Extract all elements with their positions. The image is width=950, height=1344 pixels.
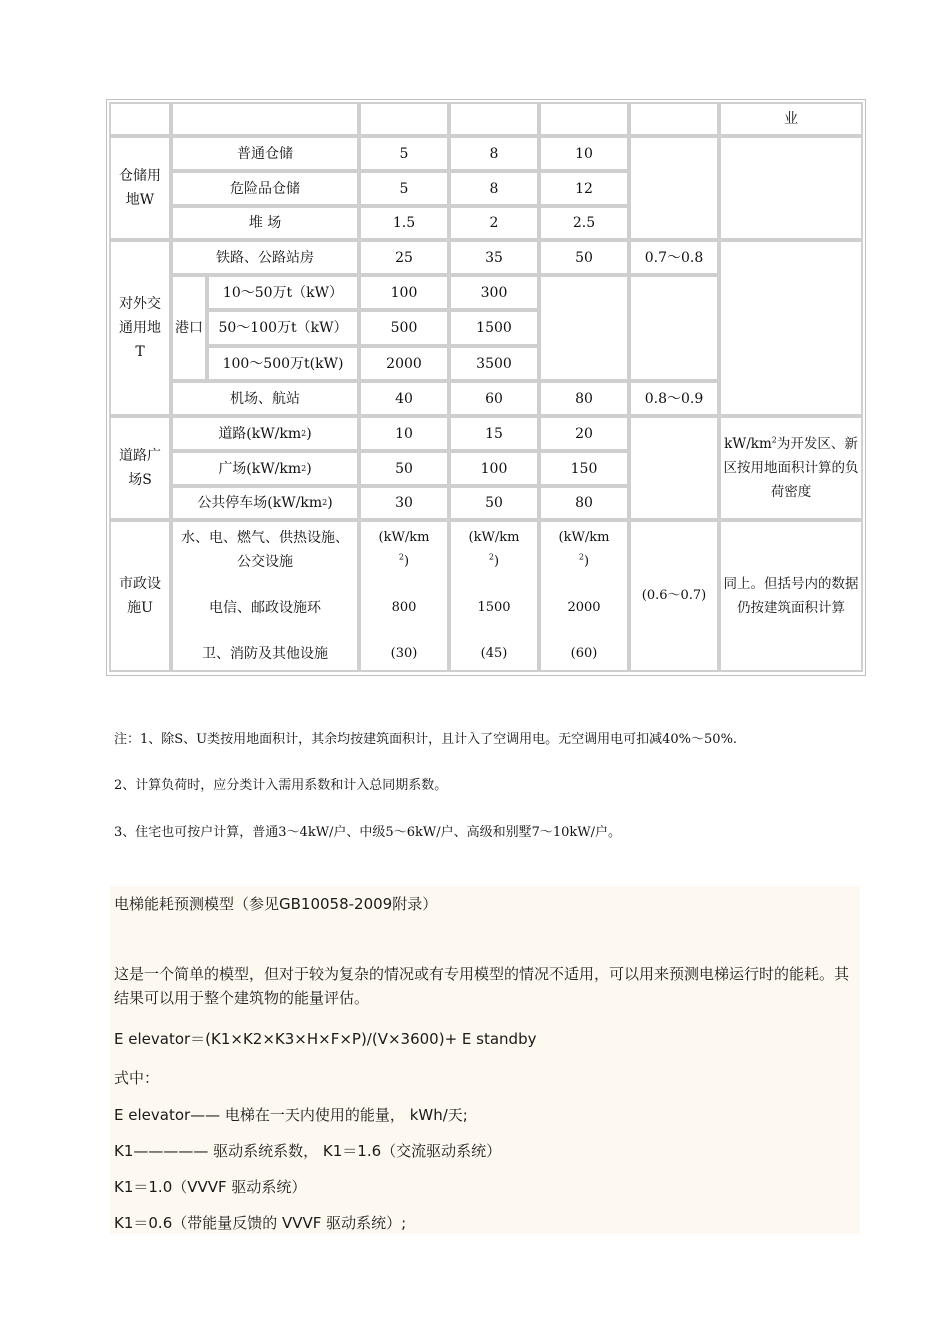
value-mid: 50 <box>449 486 539 520</box>
section-title: 电梯能耗预测模型（参见GB10058-2009附录） <box>114 895 438 913</box>
value-low: 500 <box>359 310 449 346</box>
value-mid: 100 <box>449 451 539 486</box>
row-name: 堆 场 <box>171 206 359 240</box>
group-w: 仓储用地W <box>109 136 171 240</box>
load-density-table <box>106 99 866 676</box>
value-low: 50 <box>359 451 449 486</box>
value-high: 10 <box>539 136 629 171</box>
value-high: 20 <box>539 416 629 451</box>
definition: K1＝1.0（VVVF 驱动系统） <box>114 1178 307 1196</box>
value-mid: 8 <box>449 171 539 206</box>
value-low: 5 <box>359 136 449 171</box>
row-name: 普通仓储 <box>171 136 359 171</box>
value-mid: 60 <box>449 381 539 416</box>
value-mid: 1500 <box>449 310 539 346</box>
value-low: 5 <box>359 171 449 206</box>
u-item: 卫、消防及其他设施 <box>202 646 328 662</box>
u-mid: (kW/km $^2$) 1500 (45) <box>449 520 539 672</box>
value-mid: 3500 <box>449 346 539 381</box>
group-u: 市政设施U <box>109 520 171 672</box>
note-line: 注：1、除S、U类按用地面积计，其余均按建筑面积计，且计入了空调用电。无空调用电可扣减40%～50%. <box>114 732 738 747</box>
header-cell-note: 业 <box>719 102 863 136</box>
port-coef-empty <box>629 275 719 381</box>
row-name: 公共停车场(kW/km 2 ) <box>171 486 359 520</box>
note-line: 3、住宅也可按户计算，普通3～4kW/户、中级5～6kW/户、高级和别墅7～10kW/户。 <box>114 825 622 840</box>
formula: E elevator＝(K1×K2×K3×H×F×P)/(V×3600)+ E standby <box>114 1030 537 1048</box>
coef: 0.8～0.9 <box>629 381 719 416</box>
header-cell <box>449 102 539 136</box>
row-name: 10～50万t（kW） <box>207 275 359 310</box>
row-name: 100～500万t(kW) <box>207 346 359 381</box>
value-mid: 15 <box>449 416 539 451</box>
coef: 0.7～0.8 <box>629 240 719 275</box>
note-line: 2、计算负荷时，应分类计入需用系数和计入总同期系数。 <box>114 778 448 793</box>
value-low: 100 <box>359 275 449 310</box>
elevator-section <box>110 886 860 1234</box>
group-t: 对外交通用地T <box>109 240 171 416</box>
value-mid: 300 <box>449 275 539 310</box>
definition: K1＝0.6（带能量反馈的 VVVF 驱动系统）; <box>114 1214 407 1232</box>
definition: K1————— 驱动系统系数， K1＝1.6（交流驱动系统） <box>114 1142 502 1160</box>
value-low: 2000 <box>359 346 449 381</box>
definition: E elevator—— 电梯在一天内使用的能量， kWh/天; <box>114 1106 468 1124</box>
where-label: 式中： <box>114 1069 160 1087</box>
intro-paragraph: 这是一个简单的模型，但对于较为复杂的情况或有专用模型的情况不适用，可以用来预测电梯运行时的能耗。其结果可以用于整个建筑物的能量评估。 <box>114 965 850 1007</box>
value-high: 50 <box>539 240 629 275</box>
row-name: 50～100万t（kW） <box>207 310 359 346</box>
value-mid: 8 <box>449 136 539 171</box>
coef-empty <box>629 136 719 240</box>
header-cell <box>109 102 171 136</box>
value-high: 80 <box>539 381 629 416</box>
u-items <box>171 520 359 672</box>
u-item: 电信、邮政设施环 <box>209 600 321 616</box>
s-note: $kW/km^2$为开发区、新区按用地面积计算的负荷密度 <box>719 416 863 520</box>
value-high: 12 <box>539 171 629 206</box>
header-cell <box>539 102 629 136</box>
header-cell <box>359 102 449 136</box>
u-item: 水、电、燃气、供热设施、公交设施 <box>181 530 349 570</box>
value-high: 150 <box>539 451 629 486</box>
u-low: (kW/km $^2$) 800 (30) <box>359 520 449 672</box>
value-mid: 35 <box>449 240 539 275</box>
row-name: 道路(kW/km 2 ) <box>171 416 359 451</box>
value-low: 30 <box>359 486 449 520</box>
value-high: 80 <box>539 486 629 520</box>
row-name: 广场(kW/km 2 ) <box>171 451 359 486</box>
row-name: 危险品仓储 <box>171 171 359 206</box>
u-note: 同上。但括号内的数据仍按建筑面积计算 <box>719 520 863 672</box>
group-s: 道路广场S <box>109 416 171 520</box>
note-empty <box>719 136 863 240</box>
u-high: (kW/km $^2$) 2000 (60) <box>539 520 629 672</box>
coef-empty <box>629 416 719 520</box>
value-low: 10 <box>359 416 449 451</box>
row-name: 铁路、公路站房 <box>171 240 359 275</box>
port-label: 港口 <box>171 275 207 381</box>
value-low: 40 <box>359 381 449 416</box>
value-high: 2.5 <box>539 206 629 240</box>
header-cell <box>629 102 719 136</box>
note-empty <box>719 240 863 416</box>
header-cell <box>171 102 359 136</box>
u-coef: (0.6～0.7) <box>629 520 719 672</box>
port-high-empty <box>539 275 629 381</box>
value-low: 25 <box>359 240 449 275</box>
value-low: 1.5 <box>359 206 449 240</box>
row-name: 机场、航站 <box>171 381 359 416</box>
value-mid: 2 <box>449 206 539 240</box>
